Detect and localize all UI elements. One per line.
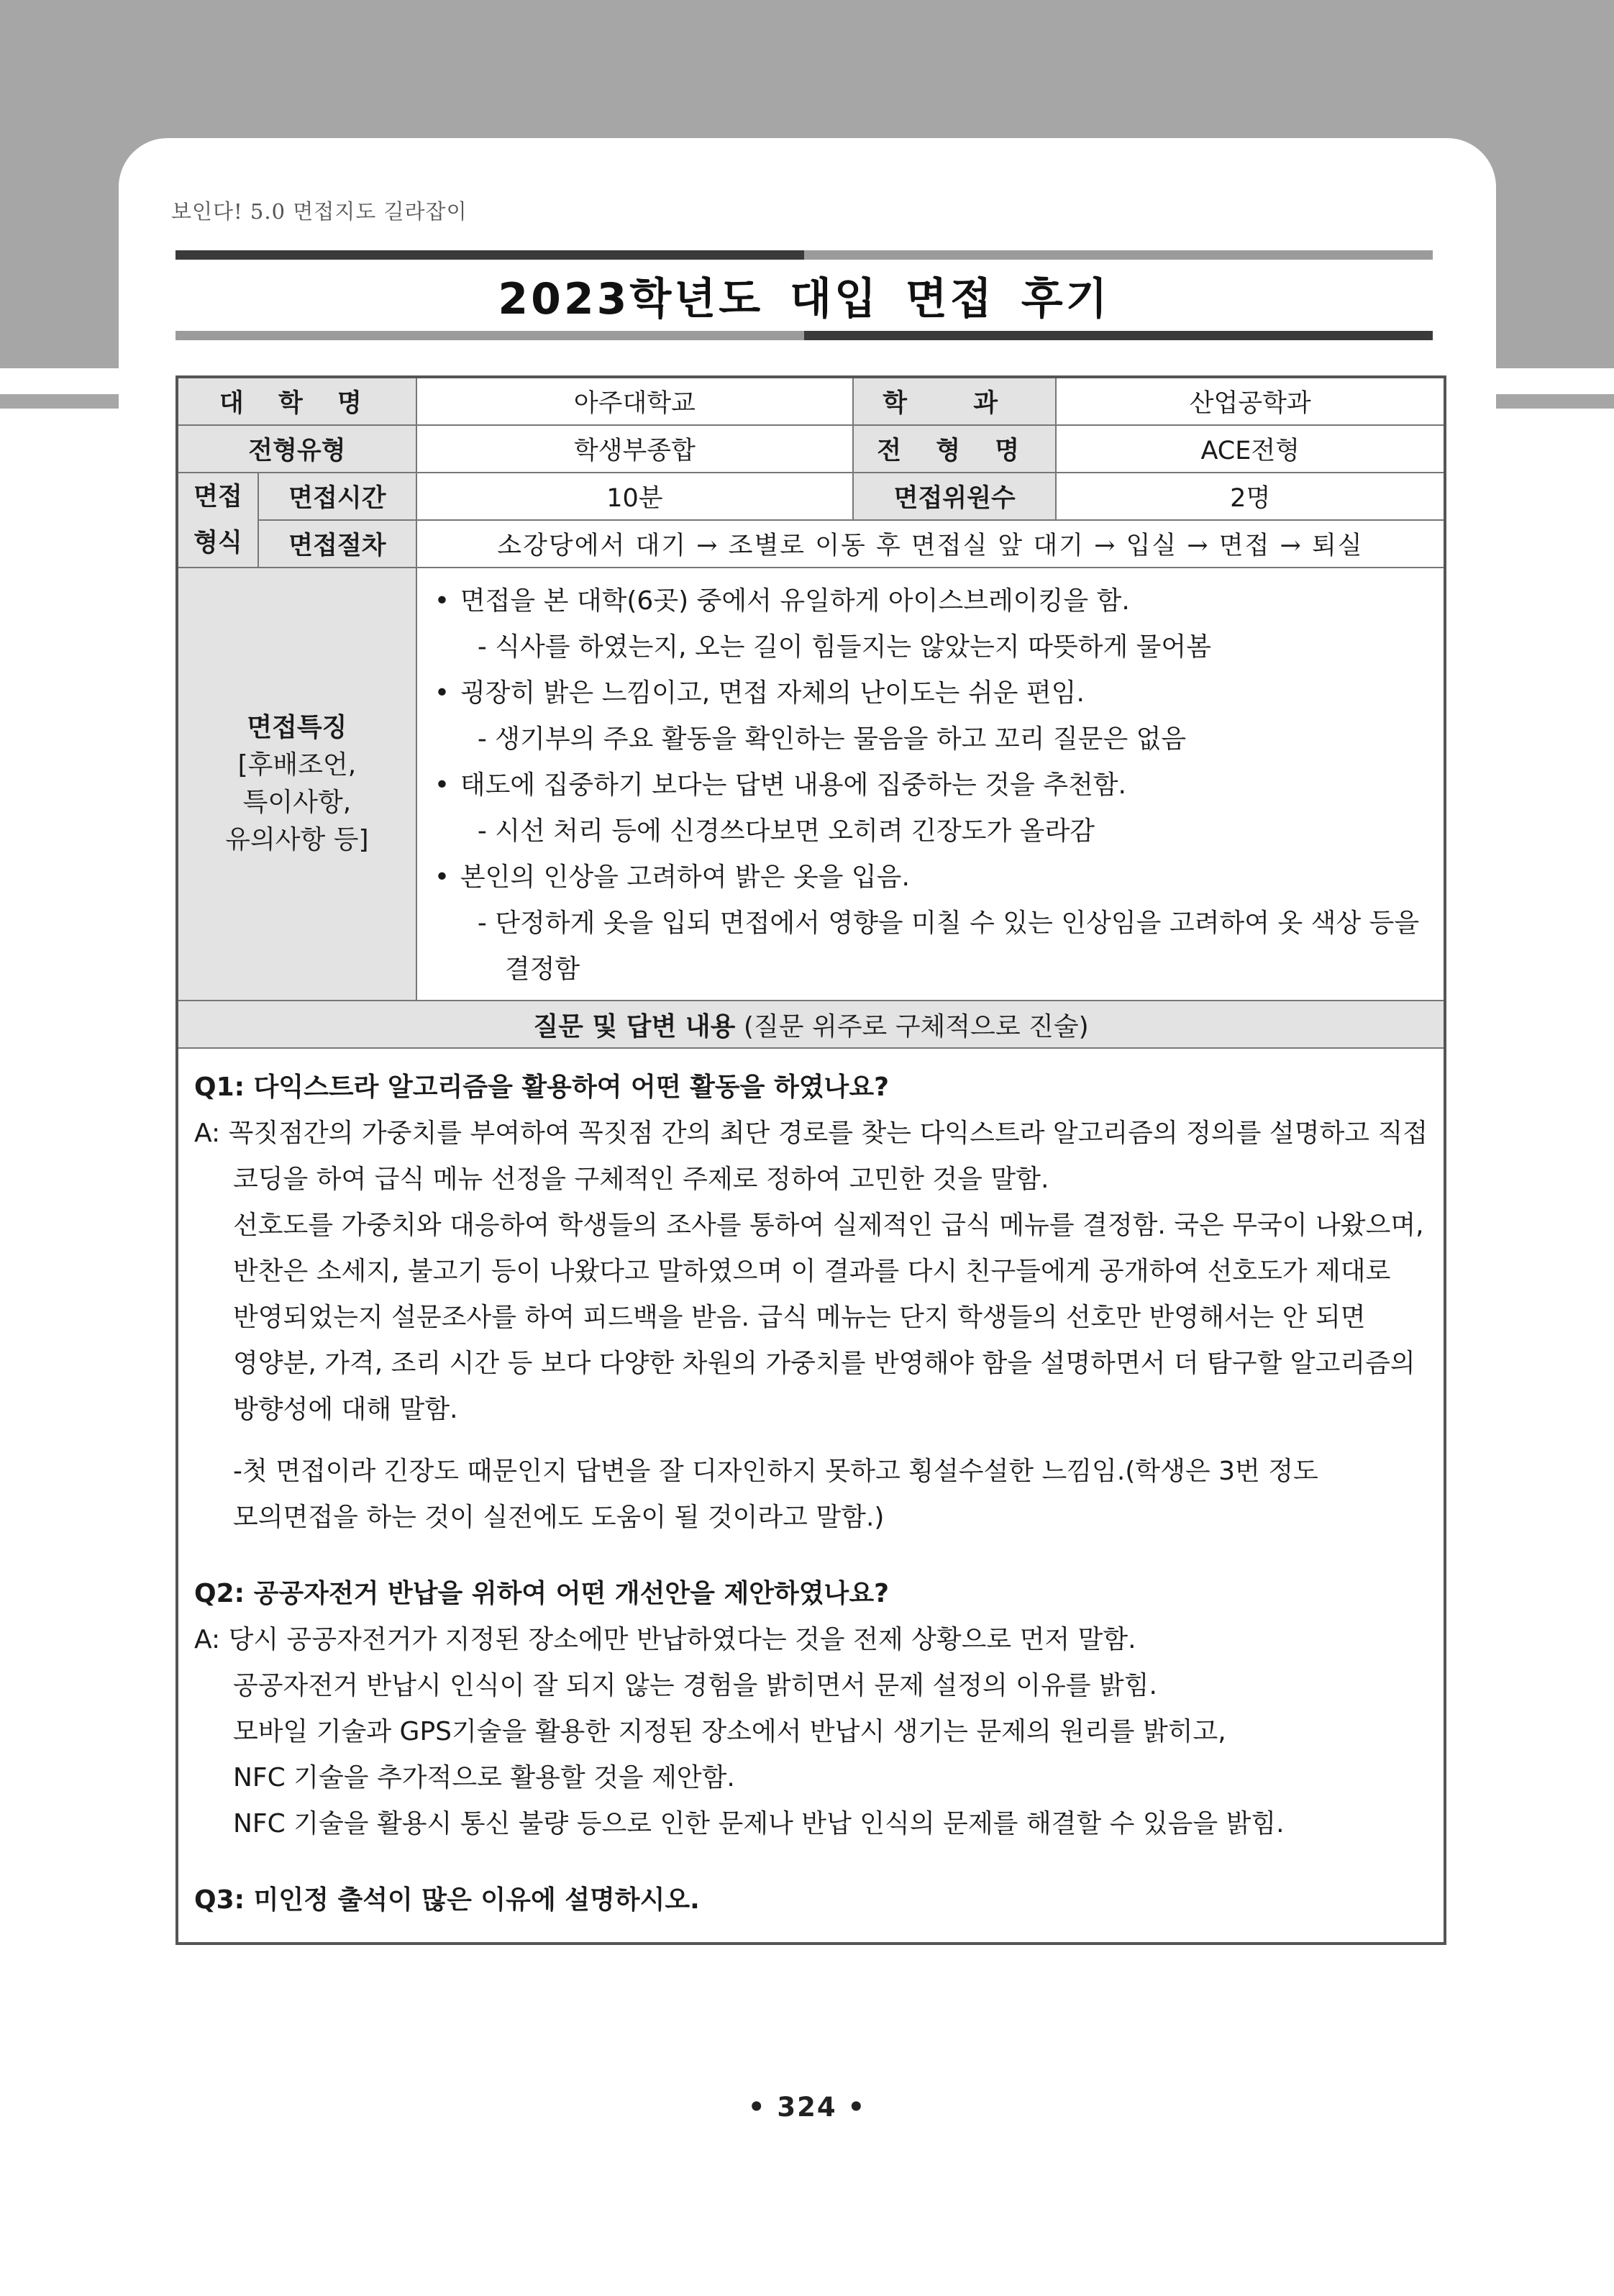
answer-1-note-line: 모의면접을 하는 것이 실전에도 도움이 될 것이라고 말함.): [233, 1503, 885, 1532]
feature-subitem: - 단정하게 옷을 입되 면접에서 영향을 미칠 수 있는 인상임을 고려하여 옷 색상 등을: [477, 908, 1420, 938]
answer-1-line: A: 꼭짓점간의 가중치를 부여하여 꼭짓점 간의 최단 경로를 찾는 다익스트라 알고리즘의 정의를 설명하고 직접: [194, 1119, 1428, 1148]
feature-item: • 태도에 집중하기 보다는 답변 내용에 집중하는 것을 추천함.: [434, 762, 1431, 808]
answer-2-line: NFC 기술을 활용시 통신 불량 등으로 인한 문제나 반납 인식의 문제를 해결할 수 있음을 밝힘.: [233, 1809, 1285, 1839]
features-label-line4: 유의사항 등]: [225, 825, 369, 855]
answer-1-line: 방향성에 대해 말함.: [233, 1395, 458, 1424]
procedure-label: 면접절차: [258, 520, 416, 568]
features-label: [177, 568, 416, 1001]
row-duration: [177, 473, 1445, 520]
row-qa-header: [177, 1001, 1445, 1048]
question-3: Q3: 미인정 출석이 많은 이유에 설명하시오.: [194, 1885, 700, 1915]
answer-2-line: 공공자전거 반납시 인식이 잘 되지 않는 경험을 밝히면서 문제 설정의 이유를 밝힘.: [233, 1671, 1157, 1700]
answer-1-line: 코딩을 하여 급식 메뉴 선정을 구체적인 주제로 정하여 고민한 것을 말함.: [233, 1165, 1049, 1194]
feature-subitem: - 시선 처리 등에 신경쓰다보면 오히려 긴장도가 올라감: [477, 816, 1095, 846]
department-label: 학 과: [853, 377, 1056, 425]
page-number: • 324 •: [747, 2092, 867, 2123]
page-title: 2023학년도 대입 면접 후기: [498, 274, 1111, 324]
features-label-line1: 면접특징: [247, 713, 347, 742]
answer-1-note-line: -첫 면접이라 긴장도 때문인지 답변을 잘 디자인하지 못하고 횡설수설한 느낌임.(학생은 3번 정도: [233, 1457, 1318, 1486]
features-label-line3: 특이사항,: [242, 788, 352, 817]
margin-bar-left: [0, 394, 119, 409]
duration-label: 면접시간: [258, 473, 416, 520]
duration-value: 10분: [416, 473, 853, 520]
qa-content: [177, 1048, 1445, 1944]
row-university: [177, 377, 1445, 425]
title-rule-bottom: [175, 331, 1433, 340]
feature-item: • 굉장히 밝은 느낌이고, 면접 자체의 난이도는 쉬운 편임.: [434, 670, 1431, 716]
answer-1-line: 선호도를 가중치와 대응하여 학생들의 조사를 통하여 실제적인 급식 메뉴를 결정함. 국은 무국이 나왔으며,: [233, 1211, 1424, 1240]
bullet: •: [434, 678, 450, 708]
answer-2-line: NFC 기술을 추가적으로 활용할 것을 제안함.: [233, 1763, 735, 1792]
admission-type-value: 학생부종합: [416, 425, 853, 473]
answer-2-line: A: 당시 공공자전거가 지정된 장소에만 반납하였다는 것을 전제 상황으로 먼저 말함.: [194, 1625, 1136, 1654]
answer-1-line: 반찬은 소세지, 불고기 등이 나왔다고 말하였으며 이 결과를 다시 친구들에게 공개하여 선호도가 제대로: [233, 1257, 1391, 1286]
format-label: [177, 473, 258, 568]
format-label-line1: 면접: [193, 483, 242, 511]
bullet: •: [434, 770, 450, 800]
qa-header-title: 질문 및 답변 내용: [533, 1011, 736, 1042]
answer-1-line: 반영되었는지 설문조사를 하여 피드백을 받음. 급식 메뉴는 단지 학생들의 선호만 반영해서는 안 되면: [233, 1303, 1366, 1332]
features-label-line2: [후배조언,: [237, 750, 357, 780]
spacer: [194, 1847, 1428, 1877]
admission-name-label: 전 형 명: [853, 425, 1056, 473]
answer-2-line: 모바일 기술과 GPS기술을 활용한 지정된 장소에서 반납시 생기는 문제의 원리를 밝히고,: [233, 1717, 1226, 1746]
spacer: [194, 1541, 1428, 1571]
row-features: [177, 568, 1445, 1001]
question-2: Q2: 공공자전거 반납을 위하여 어떤 개선안을 제안하였나요?: [194, 1579, 889, 1608]
feature-subitem: - 식사를 하였는지, 오는 길이 힘들지는 않았는지 따뜻하게 물어봄: [477, 632, 1211, 662]
qa-header: [177, 1001, 1445, 1048]
interviewers-label: 면접위원수: [853, 473, 1056, 520]
bullet: •: [434, 862, 450, 892]
bullet: •: [434, 586, 450, 616]
format-label-line2: 형식: [193, 529, 242, 557]
answer-1-line: 영양분, 가격, 조리 시간 등 보다 다양한 차원의 가중치를 반영해야 함을 설명하면서 더 탐구할 알고리즘의: [233, 1349, 1415, 1378]
feature-item: • 면접을 본 대학(6곳) 중에서 유일하게 아이스브레이킹을 함.: [434, 578, 1431, 624]
row-admission: [177, 425, 1445, 473]
row-procedure: [177, 520, 1445, 568]
title-rule-top: [175, 250, 1433, 260]
university-value: 아주대학교: [416, 377, 853, 425]
department-value: 산업공학과: [1056, 377, 1445, 425]
interview-table: [175, 375, 1446, 1945]
feature-subitem-continuation: 결정함: [504, 955, 580, 984]
feature-subitem: - 생기부의 주요 활동을 확인하는 물음을 하고 꼬리 질문은 없음: [477, 724, 1187, 754]
interviewers-value: 2명: [1056, 473, 1445, 520]
margin-bar-right: [1496, 394, 1614, 409]
running-head: 보인다! 5.0 면접지도 길라잡이: [171, 199, 468, 224]
row-qa-content: [177, 1048, 1445, 1944]
university-label: 대 학 명: [177, 377, 416, 425]
spacer: [194, 1433, 1428, 1449]
qa-header-note: (질문 위주로 구체적으로 진술): [743, 1011, 1089, 1042]
admission-type-label: 전형유형: [177, 425, 416, 473]
admission-name-value: ACE전형: [1056, 425, 1445, 473]
feature-item: • 본인의 인상을 고려하여 밝은 옷을 입음.: [434, 855, 1431, 901]
features-content: [416, 568, 1445, 1001]
question-1: Q1: 다익스트라 알고리즘을 활용하여 어떤 활동을 하였나요?: [194, 1072, 889, 1102]
procedure-value: 소강당에서 대기 → 조별로 이동 후 면접실 앞 대기 → 입실 → 면접 → 퇴실: [416, 520, 1445, 568]
